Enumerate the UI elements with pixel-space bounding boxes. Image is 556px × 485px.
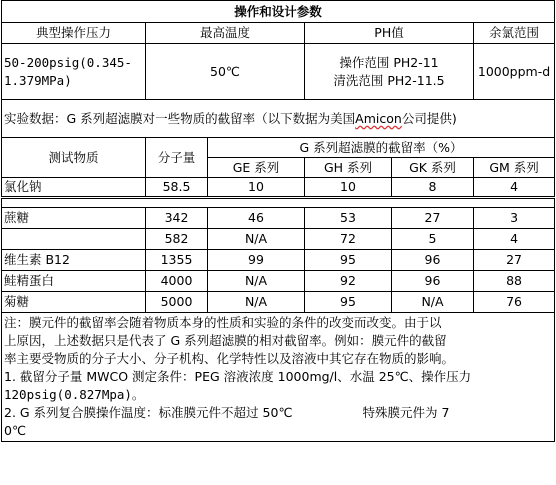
table-title: 操作和设计参数 [2,1,555,23]
gh-value: 72 [305,229,392,250]
header-gh-series: GH 系列 [305,158,392,178]
gh-value: 95 [305,250,392,271]
header-molecular-weight: 分子量 [146,138,208,178]
ge-value: 99 [208,250,305,271]
note-item-2-special: 特殊膜元件为 7 [362,405,450,420]
header-ph: PH值 [305,23,474,44]
molecular-weight: 1355 [146,250,208,271]
note-line-2: 上原因，上述数据只是代表了 G 系列超滤膜的相对截留率。例如：膜元件的截留 [4,333,447,348]
header-pressure: 典型操作压力 [2,23,146,44]
header-temperature: 最高温度 [146,23,305,44]
gm-value: 4 [474,178,555,198]
substance-name: 维生素 B12 [2,250,146,271]
ge-value: 46 [208,208,305,229]
substance-name: 氯化钠 [2,178,146,198]
table-row [2,271,555,292]
table-row [2,208,555,229]
experiment-brand: Amicon [355,110,402,126]
experiment-caption [2,100,555,138]
table-row [2,250,555,271]
page-break-gap [2,198,555,208]
header-ge-series: GE 系列 [208,158,305,178]
header-chlorine: 余氯范围 [474,23,555,44]
gh-value: 95 [305,292,392,313]
note-line-3: 率主要受物质的分子大小、分子机构、化学特性以及溶液中其它存在物质的影响。 [4,351,455,366]
note-item-2-line-1 [4,404,552,422]
gk-value: N/A [392,292,474,313]
substance-name [2,229,146,250]
note-line-1: 注：膜元件的截留率会随着物质本身的性质和实验的条件的改变而改变。由于以 [4,315,442,330]
ge-value: N/A [208,229,305,250]
ph-value [305,44,474,100]
experiment-prefix: 实验数据：G 系列超滤膜对一些物质的截留率（以下数据为美国 [4,110,356,126]
gh-value: 10 [305,178,392,198]
table-row [2,292,555,313]
header-retention-group: G 系列超滤膜的截留率（%） [208,138,555,158]
experiment-suffix: 公司提供) [401,110,457,126]
note-item-1-line-2: 120psig(0.827Mpa)。 [4,387,145,402]
ge-value: 10 [208,178,305,198]
gm-value: 3 [474,208,555,229]
spec-table [1,0,555,442]
gh-value: 53 [305,208,392,229]
gk-value: 5 [392,229,474,250]
gm-value: 76 [474,292,555,313]
header-substance: 测试物质 [2,138,146,178]
gk-value: 96 [392,250,474,271]
pressure-value: 50-200psig(0.345-1.379MPa) [2,44,146,100]
molecular-weight: 5000 [146,292,208,313]
molecular-weight: 342 [146,208,208,229]
gm-value: 27 [474,250,555,271]
gk-value: 8 [392,178,474,198]
table-row [2,178,555,198]
gm-value: 88 [474,271,555,292]
molecular-weight: 582 [146,229,208,250]
gh-value: 92 [305,271,392,292]
table-row [2,229,555,250]
header-gk-series: GK 系列 [392,158,474,178]
substance-name: 蔗糖 [2,208,146,229]
note-item-1-line-1: 1. 截留分子量 MWCO 测定条件：PEG 溶液浓度 1000mg/l、水温 25℃、操作压力 [4,369,472,384]
ph-operating-range: 操作范围 PH2-11 [339,54,439,70]
temperature-value: 50℃ [146,44,305,100]
ph-cleaning-range: 清洗范围 PH2-11.5 [333,72,445,88]
substance-name: 鲑精蛋白 [2,271,146,292]
note-item-2-text: 2. G 系列复合膜操作温度：标准膜元件不超过 50℃ [4,405,293,420]
ge-value: N/A [208,271,305,292]
substance-name: 菊糖 [2,292,146,313]
molecular-weight: 4000 [146,271,208,292]
notes-cell [2,313,555,442]
header-gm-series: GM 系列 [474,158,555,178]
chlorine-value: 1000ppm-d [474,44,555,100]
molecular-weight: 58.5 [146,178,208,198]
gm-value: 4 [474,229,555,250]
ge-value: N/A [208,292,305,313]
gk-value: 27 [392,208,474,229]
note-item-2-line-2: 0℃ [4,423,26,438]
gk-value: 96 [392,271,474,292]
